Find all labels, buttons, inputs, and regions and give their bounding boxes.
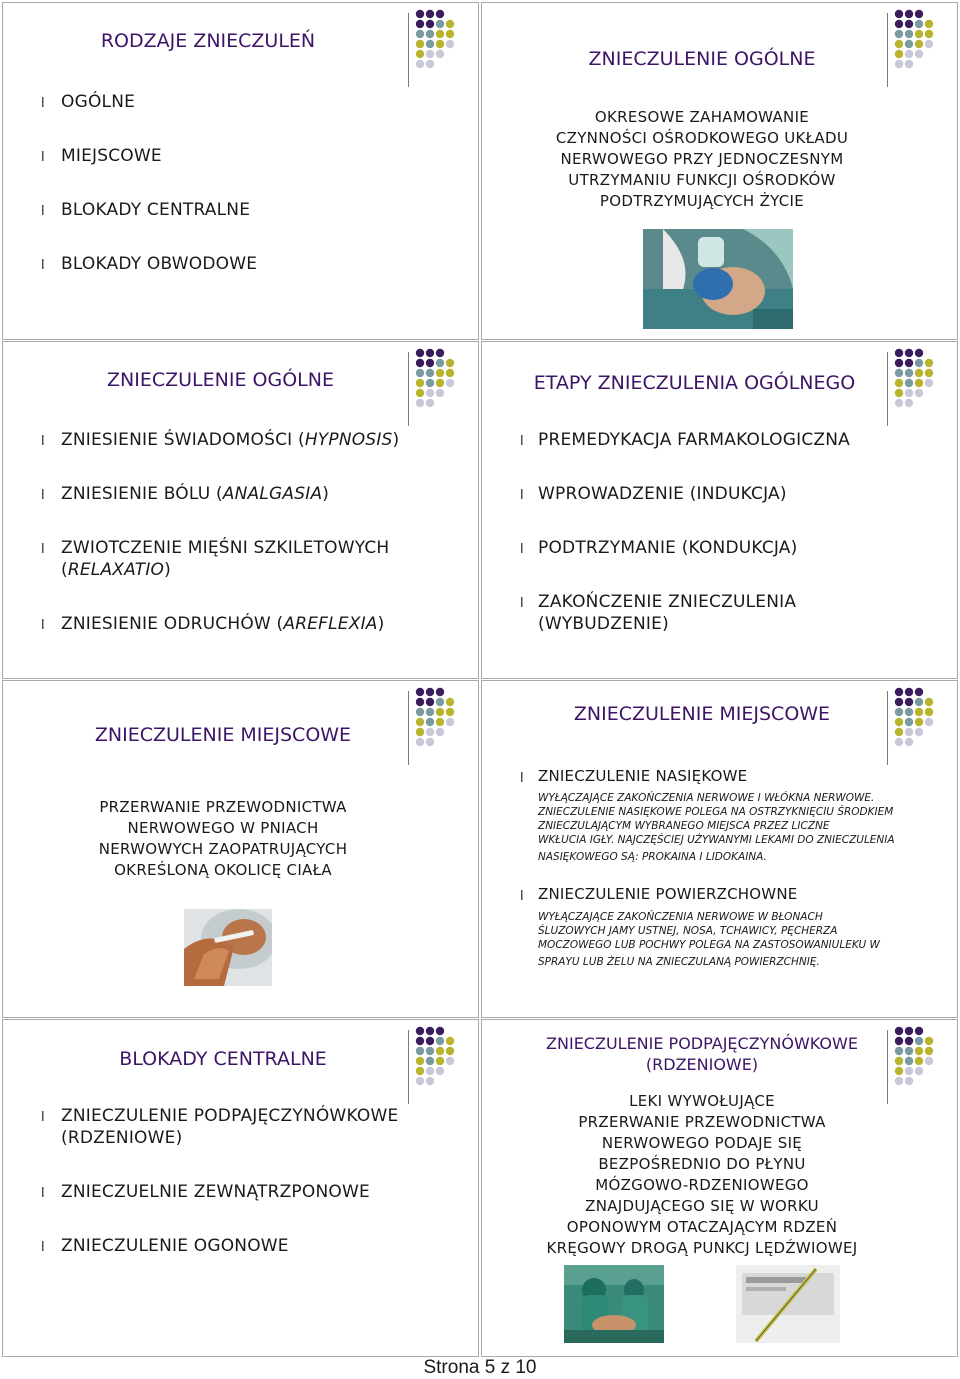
slide-title: ETAPY ZNIECZULENIA OGÓLNEGO [533,372,856,394]
slide-title: ZNIECZULENIE PODPAJĘCZYNÓWKOWE (RDZENIOWE) [546,1034,858,1074]
bullet-icon: l [41,488,45,503]
slide-znieczulenie-miejscowe-def [2,680,479,1018]
text-line: PRZERWANIE PRZEWODNICTWA [99,798,347,816]
bullet-icon: l [41,1186,45,1201]
text-line: ZNAJDUJĄCEGO SIĘ W WORKU [585,1197,819,1215]
slide-title: ZNIECZULENIE OGÓLNE [107,369,334,391]
bullet-icon: l [41,204,45,219]
definition-text [23,797,423,881]
list-item: PREMEDYKACJA FARMAKOLOGICZNA [538,430,851,450]
bullet-icon: l [520,488,524,503]
bullet-icon: l [520,434,524,449]
definition-text [492,1091,912,1259]
bullet-icon: l [41,618,45,633]
list-item: BLOKADY OBWODOWE [61,254,258,274]
text-line: PODTRZYMUJĄCYCH ŻYCIE [599,192,805,210]
list-item: WPROWADZENIE (INDUKCJA) [538,484,787,504]
definition-text [502,107,902,212]
description-text: WYŁĄCZAJĄCE ZAKOŃCZENIA NERWOWE W BŁONACH ŚLUZOWYCH JAMY USTNEJ, NOSA, TCHAWICY, PĘCHERZA MOCZOWEGO LUB POCHWY POLEGA NA ZASTOSOWANIULEKU W SPRAYU LUB ŻELU NA ZNIECZULANĄ POWIERZCHNIĘ. [538,911,880,968]
bullet-icon: l [41,96,45,111]
description-text: WYŁĄCZAJĄCE ZAKOŃCZENIA NERWOWE I WŁÓKNA NERWOWE. ZNIECZULENIE NASIĘKOWE POLEGA NA OSTRZYKNIĘCIU ŚRODKIEM ZNIECZULAJĄCYM WYBRANEGO MIEJSCA PRZEZ LICZNE WKŁUCIA IGŁY. NAJCZĘŚCIEJ UŻYWANYMI LEKAMI DO ZNIECZULENIA NASIĘKOWEGO SĄ: PROKAINA I LIDOKAINA. [538,792,895,863]
list-item: ZNIESIENIE BÓLU (ANALGASIA) [61,484,330,504]
list-item: ZAKOŃCZENIE ZNIECZULENIA (WYBUDZENIE) [538,592,797,634]
slide-znieczulenie-podpajeczynowkowe [481,1019,958,1357]
text-line: CZYNNOŚCI OŚRODKOWEGO UKŁADU [555,129,849,147]
bullet-icon: l [520,596,524,611]
text-line: NERWOWEGO PODAJE SIĘ [601,1134,803,1152]
bullet-icon: l [41,1240,45,1255]
slide-title: ZNIECZULENIE MIEJSCOWE [573,703,831,725]
bullet-icon: l [520,889,524,904]
operating-room-photo [564,1265,664,1343]
slide-title: ZNIECZULENIE MIEJSCOWE [94,724,352,746]
text-line: NERWOWYCH ZAOPATRUJĄCYCH [98,840,348,858]
text-line: OKREŚLONĄ OKOLICĘ CIAŁA [114,861,332,879]
slide-title: RODZAJE ZNIECZULEŃ [100,30,316,52]
anesthesia-mask-photo [643,229,793,329]
divider-line [408,13,409,87]
spinal-needle-photo [736,1265,840,1343]
text-line: BEZPOŚREDNIO DO PŁYNU [598,1155,806,1173]
list-item: ZNIECZULENIE OGONOWE [61,1236,289,1256]
text-line: KRĘGOWY DROGĄ PUNKCJ LĘDŹWIOWEJ [546,1239,858,1257]
list-item: ZNIECZULENIE NASIĘKOWE [538,767,748,785]
slide-title: ZNIECZULENIE OGÓLNE [588,48,816,70]
bullet-icon: l [41,434,45,449]
slide-blokady-centralne [2,1019,479,1357]
list-item: MIEJSCOWE [61,146,162,166]
slide-etapy-znieczulenia [481,341,958,679]
page-footer: Strona 5 z 10 [423,1357,537,1378]
text-line: NERWOWEGO W PNIACH [127,819,319,837]
dot-grid-logo-icon [415,9,457,73]
text-line: OKRESOWE ZAHAMOWANIE [594,108,810,126]
slide-znieczulenie-ogolne-cele [2,341,479,679]
list-item: ZNIECZULENIE PODPAJĘCZYNÓWKOWE (RDZENIOWE) [61,1106,399,1148]
text-line: OPONOWYM OTACZAJĄCYM RDZEŃ [566,1218,838,1236]
bullet-icon: l [41,258,45,273]
list-item: ZWIOTCZENIE MIĘŚNI SZKILETOWYCH (RELAXATIO) [61,538,390,580]
list-item: ZNIECZUELNIE ZEWNĄTRZPONOWE [61,1182,370,1202]
text-line: LEKI WYWOŁUJĄCE [629,1092,775,1110]
slide-znieczulenie-miejscowe-rodzaje [481,680,958,1018]
slide-znieczulenie-ogolne-def [481,2,958,340]
bullet-icon: l [41,1110,45,1125]
bullet-icon: l [41,542,45,557]
text-line: UTRZYMANIU FUNKCJI OŚRODKÓW [568,171,836,189]
list-item: ZNIESIENIE ŚWIADOMOŚCI (HYPNOSIS) [61,430,400,450]
bullet-icon: l [41,150,45,165]
list-item: BLOKADY CENTRALNE [61,200,251,220]
text-line: MÓZGOWO-RDZENIOWEGO [595,1176,809,1194]
list-item: PODTRZYMANIE (KONDUKCJA) [538,538,798,558]
dot-grid-logo-icon [894,348,936,412]
syringe-injection-photo [184,909,272,986]
list-item: OGÓLNE [61,92,136,112]
text-line: NERWOWEGO PRZY JEDNOCZESNYM [560,150,844,168]
list-item: ZNIESIENIE ODRUCHÓW (AREFLEXIA) [61,614,385,634]
list-item: ZNIECZULENIE POWIERZCHOWNE [538,885,798,903]
bullet-icon: l [520,771,524,786]
slide-title: BLOKADY CENTRALNE [119,1048,327,1070]
text-line: PRZERWANIE PRZEWODNICTWA [578,1113,826,1131]
slide-rodzaje-znieczulen [2,2,479,340]
bullet-icon: l [520,542,524,557]
